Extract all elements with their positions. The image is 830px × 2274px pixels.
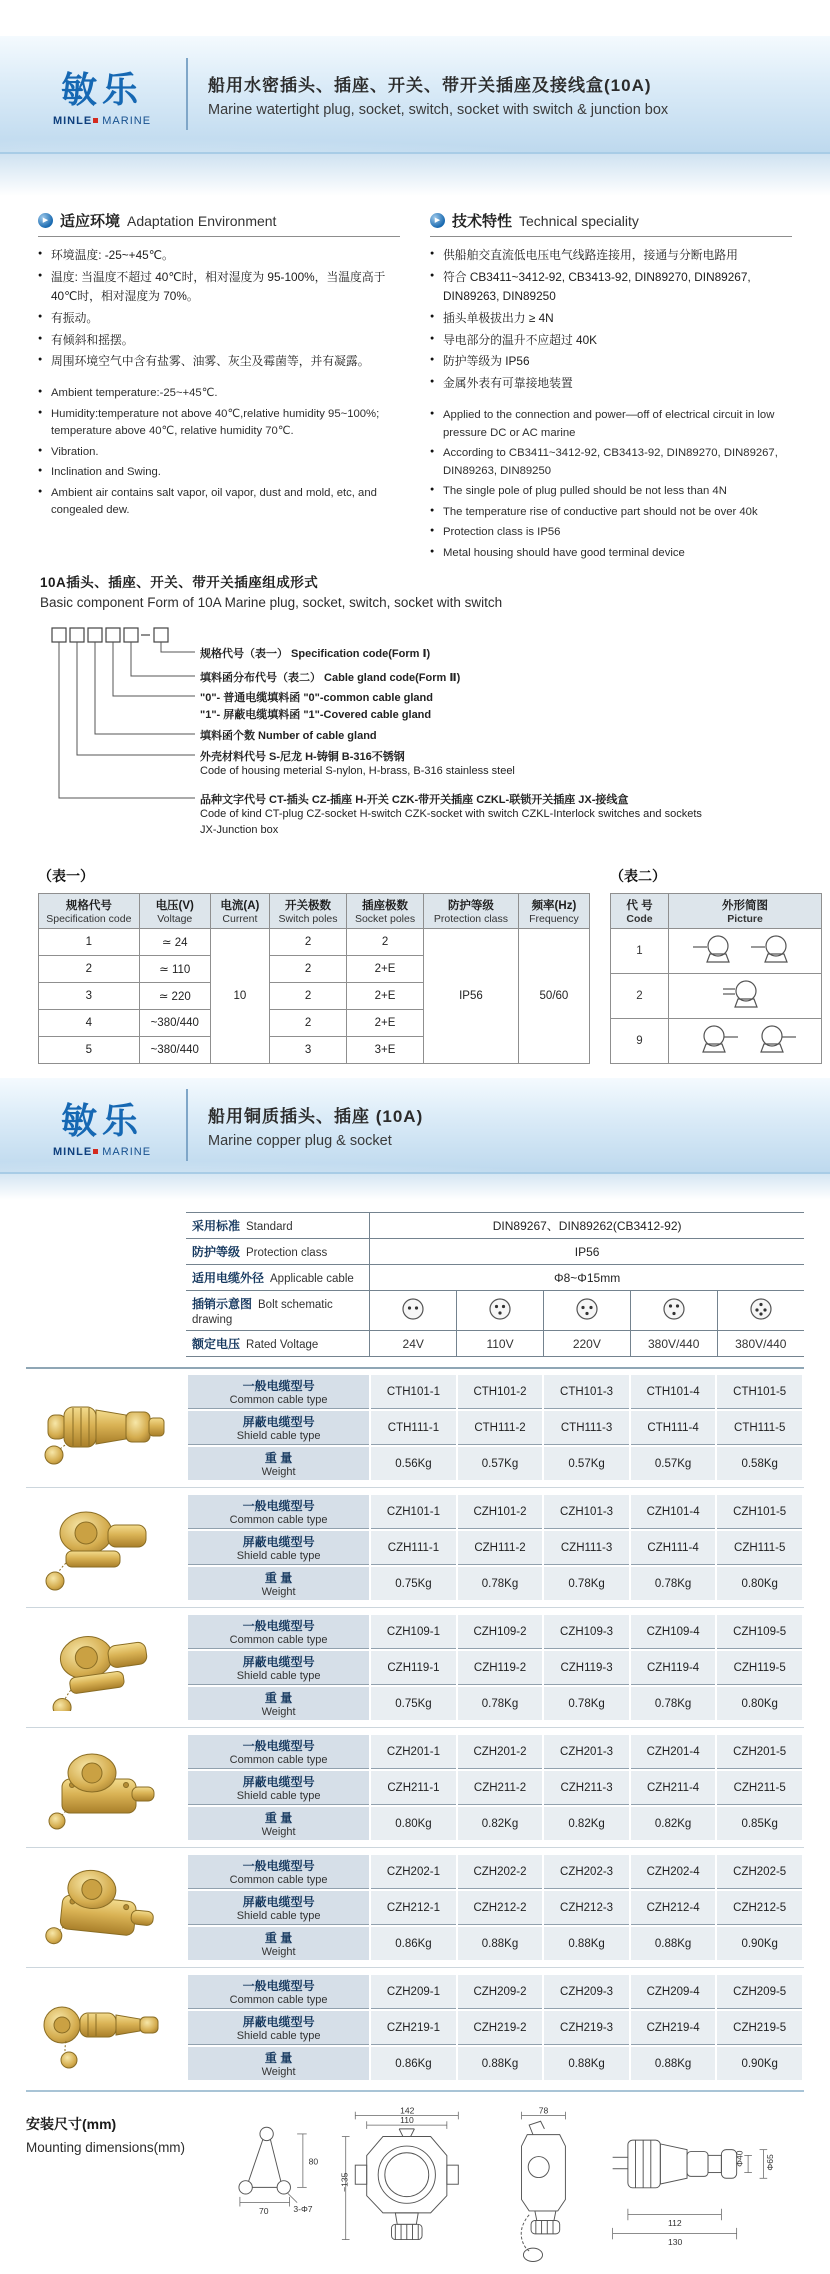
- section-rule: [26, 1367, 804, 1369]
- header-fade: [0, 154, 830, 196]
- meta-label: 适用电缆外径 Applicable cable: [186, 1265, 370, 1291]
- voltage-cell: 110V: [457, 1331, 544, 1357]
- pin-face-380v-4p-icon: [717, 1291, 804, 1331]
- row-label: 一般电缆型号 Common cable type: [188, 1615, 369, 1649]
- product-photo-socket-box: [26, 1745, 186, 1831]
- socket-front-drawing: [340, 2104, 474, 2274]
- dim-label: ~135: [339, 2172, 350, 2192]
- list-item: ● 环境温度: -25~+45℃。: [38, 246, 400, 265]
- row-label: 重 量 Weight: [188, 1567, 369, 1600]
- model-cell: CZH101-5: [717, 1495, 802, 1529]
- mounting-section: [0, 2082, 830, 2274]
- product-meta-table: [186, 1212, 804, 1357]
- weight-cell: 0.58Kg: [717, 1447, 802, 1480]
- row-label: 屏蔽电缆型号 Shield cable type: [188, 1531, 369, 1565]
- model-cell: CTH101-2: [458, 1375, 543, 1409]
- product-section: [0, 1200, 830, 2082]
- brand-marine: MARINE: [102, 1145, 152, 1158]
- code-label: 填料函分布代号（表二） Cable gland code(Form Ⅱ): [200, 672, 461, 685]
- gland-layout-1-icon: [669, 929, 822, 974]
- form1-col-header: 防护等级 Protection class: [424, 894, 519, 929]
- list-item: ● Humidity:temperature not above 40℃,relative humidity 95~100%; temperature above 40℃, relative humidity 70℃.: [38, 406, 400, 441]
- model-cell: CZH219-2: [458, 2011, 543, 2045]
- model-cell: CZH111-5: [717, 1531, 802, 1565]
- page1-title-en: Marine watertight plug, socket, switch, socket with switch & junction box: [208, 101, 669, 118]
- list-item: ● 插头单极拔出力 ≥ 4N: [430, 309, 792, 328]
- component-form-title-en: Basic component Form of 10A Marine plug, socket, switch, socket with switch: [40, 595, 503, 611]
- row-label: 屏蔽电缆型号 Shield cable type: [188, 2011, 369, 2045]
- row-label: 屏蔽电缆型号 Shield cable type: [188, 1891, 369, 1925]
- model-cell: CZH119-3: [544, 1651, 629, 1685]
- form1-cell: 2: [270, 956, 347, 983]
- mounting-title-cn: 安装尺寸(mm): [26, 2116, 117, 2133]
- model-cell: CZH212-2: [458, 1891, 543, 1925]
- model-cell: CZH119-4: [631, 1651, 716, 1685]
- meta-label: 额定电压 Rated Voltage: [186, 1331, 370, 1357]
- brand-minle: MINLE: [52, 114, 93, 127]
- model-cell: CTH111-1: [371, 1411, 456, 1445]
- model-cell: CZH212-1: [371, 1891, 456, 1925]
- brand-logo: [38, 1093, 166, 1158]
- meta-value: IP56: [370, 1239, 804, 1265]
- plug-side-drawing: [605, 2104, 786, 2264]
- form1-col-header: 电压(V) Voltage: [139, 894, 210, 929]
- weight-cell: 0.88Kg: [631, 2047, 716, 2080]
- adaptation-heading: [38, 210, 400, 237]
- form1-cell: ~380/440: [139, 1037, 210, 1064]
- model-cell: CZH202-4: [631, 1855, 716, 1889]
- weight-cell: 0.80Kg: [371, 1807, 456, 1840]
- form1-cell: 2+E: [347, 956, 424, 983]
- forms-section: [0, 846, 830, 1064]
- section-arrow-icon: ▶: [430, 213, 445, 228]
- form1-col-header: 频率(Hz) Frequency: [518, 894, 589, 929]
- model-cell: CZH101-3: [544, 1495, 629, 1529]
- form2-table: [610, 893, 822, 1064]
- meta-label: 插销示意图 Bolt schematic drawing: [186, 1291, 370, 1331]
- header-divider: [186, 58, 188, 130]
- model-cell: CZH119-1: [371, 1651, 456, 1685]
- brand-name-en: [38, 1146, 166, 1158]
- weight-cell: 0.78Kg: [631, 1687, 716, 1720]
- adaptation-list-cn: [38, 246, 400, 371]
- dim-label: 80: [308, 2156, 318, 2167]
- product-photo-socket: [26, 1505, 186, 1591]
- voltage-cell: 380V/440: [630, 1331, 717, 1357]
- hole-pattern-drawing: [217, 2104, 322, 2244]
- model-cell: CZH119-2: [458, 1651, 543, 1685]
- product-meta: [186, 1212, 804, 1357]
- adaptation-column: [38, 210, 400, 565]
- list-item: ● Vibration.: [38, 444, 400, 462]
- product-spec-table: [186, 1613, 804, 1722]
- brand-minle: MINLE: [52, 1145, 93, 1158]
- row-label: 屏蔽电缆型号 Shield cable type: [188, 1411, 369, 1445]
- group-rule: [26, 1727, 804, 1728]
- page2-title-en: Marine copper plug & socket: [208, 1132, 392, 1149]
- product-spec-table: [186, 1733, 804, 1842]
- page1-header: [0, 36, 830, 154]
- row-label: 重 量 Weight: [188, 1927, 369, 1960]
- model-cell: CZH101-1: [371, 1495, 456, 1529]
- product-group-4: [26, 1733, 804, 1842]
- weight-cell: 0.78Kg: [631, 1567, 716, 1600]
- list-item: ● Metal housing should have good terminal device: [430, 545, 792, 563]
- form2-code-cell: 1: [611, 929, 669, 974]
- list-item: ● The temperature rise of conductive part should not be over 40k: [430, 504, 792, 522]
- code-label: 品种文字代号 CT-插头 CZ-插座 H-开关 CZK-带开关插座 CZKL-联锁开关插座 JX-接线盒: [200, 794, 629, 807]
- form1-cell: 2: [270, 983, 347, 1010]
- form1-col-header: 开关极数 Switch poles: [270, 894, 347, 929]
- form1-col-header: 规格代号 Specification code: [39, 894, 140, 929]
- model-cell: CTH111-2: [458, 1411, 543, 1445]
- row-label: 一般电缆型号 Common cable type: [188, 1975, 369, 2009]
- model-cell: CZH101-4: [631, 1495, 716, 1529]
- list-item: ● Ambient air contains salt vapor, oil vapor, dust and mold, etc, and congealed dew.: [38, 485, 400, 520]
- form1-caption: （表一）: [38, 868, 94, 885]
- model-cell: CZH212-3: [544, 1891, 629, 1925]
- form1-frequency-cell: 50/60: [518, 929, 589, 1064]
- dim-label: 70: [258, 2206, 269, 2217]
- list-item: ● 温度: 当温度不超过 40℃时，相对湿度为 95-100%，当温度高于 40℃时，相对湿度为 70%。: [38, 268, 400, 306]
- pin-face-220v-icon: [543, 1291, 630, 1331]
- product-photo-socket: [26, 1625, 186, 1711]
- code-label: 外壳材料代号 S-尼龙 H-铸铜 B-316不锈钢: [200, 751, 405, 764]
- model-cell: CZH209-5: [717, 1975, 802, 2009]
- code-diagram: [40, 624, 790, 846]
- row-label: 一般电缆型号 Common cable type: [188, 1855, 369, 1889]
- weight-cell: 0.80Kg: [717, 1567, 802, 1600]
- product-group-1: [26, 1373, 804, 1482]
- meta-label: 采用标准 Standard: [186, 1213, 370, 1239]
- dim-label: 142: [399, 2105, 415, 2116]
- form1-cell: ~380/440: [139, 1010, 210, 1037]
- form1-protection-cell: IP56: [424, 929, 519, 1064]
- model-cell: CZH211-1: [371, 1771, 456, 1805]
- dim-label: 3-Φ7: [293, 2204, 313, 2215]
- form2-block: [610, 866, 822, 1064]
- model-cell: CZH212-4: [631, 1891, 716, 1925]
- model-cell: CZH109-3: [544, 1615, 629, 1649]
- adaptation-list-en: [38, 385, 400, 520]
- list-item: ● 防护等级为 IP56: [430, 352, 792, 371]
- section-arrow-icon: ▶: [38, 213, 53, 228]
- socket-side-drawing: [491, 2104, 586, 2274]
- dim-label: Φ65: [764, 2154, 775, 2171]
- product-photo-socket-box: [26, 1865, 186, 1951]
- model-cell: CZH211-3: [544, 1771, 629, 1805]
- model-cell: CZH111-2: [458, 1531, 543, 1565]
- model-cell: CZH211-4: [631, 1771, 716, 1805]
- weight-cell: 0.80Kg: [717, 1687, 802, 1720]
- form1-cell: 4: [39, 1010, 140, 1037]
- list-item: ● Ambient temperature:-25~+45℃.: [38, 385, 400, 403]
- model-cell: CTH101-3: [544, 1375, 629, 1409]
- weight-cell: 0.90Kg: [717, 1927, 802, 1960]
- model-cell: CZH219-4: [631, 2011, 716, 2045]
- component-form-title-cn: 10A插头、插座、开关、带开关插座组成形式: [40, 575, 319, 591]
- form1-cell: ≃ 24: [139, 929, 210, 956]
- dim-label: Φ40: [734, 2150, 745, 2167]
- voltage-cell: 24V: [370, 1331, 457, 1357]
- product-group-3: [26, 1613, 804, 1722]
- brand-marine: MARINE: [102, 114, 152, 127]
- voltage-cell: 220V: [543, 1331, 630, 1357]
- weight-cell: 0.75Kg: [371, 1567, 456, 1600]
- model-cell: CZH119-5: [717, 1651, 802, 1685]
- weight-cell: 0.78Kg: [544, 1687, 629, 1720]
- form2-col-header: 代 号 Code: [611, 894, 669, 929]
- product-spec-table: [186, 1853, 804, 1962]
- meta-value: Φ8~Φ15mm: [370, 1265, 804, 1291]
- model-cell: CTH111-5: [717, 1411, 802, 1445]
- weight-cell: 0.88Kg: [458, 1927, 543, 1960]
- weight-cell: 0.78Kg: [458, 1687, 543, 1720]
- adaptation-heading-en: Adaptation Environment: [127, 212, 277, 229]
- row-label: 一般电缆型号 Common cable type: [188, 1495, 369, 1529]
- model-cell: CZH209-3: [544, 1975, 629, 2009]
- mounting-title-en: Mounting dimensions(mm): [26, 2140, 186, 2156]
- form2-code-cell: 2: [611, 974, 669, 1019]
- form2-code-cell: 9: [611, 1019, 669, 1064]
- mounting-title: [26, 2104, 217, 2155]
- product-group-2: [26, 1493, 804, 1602]
- model-cell: CTH101-1: [371, 1375, 456, 1409]
- page2-title-cn: 船用铜质插头、插座 (10A): [208, 1106, 424, 1126]
- list-item: ● According to CB3411~3412-92, CB3413-92, DIN89270, DIN89267, DIN89263, DIN89250: [430, 445, 792, 480]
- row-label: 重 量 Weight: [188, 2047, 369, 2080]
- list-item: ● 供船舶交直流低电压电气线路连接用，接通与分断电路用: [430, 246, 792, 265]
- brand-logo: [38, 62, 166, 127]
- form1-cell: 1: [39, 929, 140, 956]
- form1-block: [38, 866, 590, 1064]
- form1-cell: 2: [270, 929, 347, 956]
- model-cell: CZH201-2: [458, 1735, 543, 1769]
- model-cell: CZH201-4: [631, 1735, 716, 1769]
- weight-cell: 0.88Kg: [631, 1927, 716, 1960]
- model-cell: CZH109-4: [631, 1615, 716, 1649]
- form1-cell: 3: [39, 983, 140, 1010]
- form1-cell: 2+E: [347, 983, 424, 1010]
- model-cell: CTH101-4: [631, 1375, 716, 1409]
- code-label: JX-Junction box: [200, 824, 279, 837]
- pin-face-110v-icon: [457, 1291, 544, 1331]
- header-divider: [186, 1089, 188, 1161]
- model-cell: CZH202-2: [458, 1855, 543, 1889]
- model-cell: CZH219-3: [544, 2011, 629, 2045]
- row-label: 重 量 Weight: [188, 1447, 369, 1480]
- list-item: ● 金属外表有可靠接地装置: [430, 374, 792, 393]
- code-label: Code of housing meterial S-nylon, H-brass, B-316 stainless steel: [200, 765, 515, 778]
- model-cell: CZH111-3: [544, 1531, 629, 1565]
- form1-col-header: 电流(A) Current: [210, 894, 269, 929]
- form2-col-header: 外形简图 Picture: [669, 894, 822, 929]
- model-cell: CZH219-5: [717, 2011, 802, 2045]
- weight-cell: 0.88Kg: [544, 2047, 629, 2080]
- model-cell: CZH209-4: [631, 1975, 716, 2009]
- list-item: ● 符合 CB3411~3412-92, CB3413-92, DIN89270, DIN89267, DIN89263, DIN89250: [430, 268, 792, 306]
- technical-column: [430, 210, 792, 565]
- form1-cell: ≃ 220: [139, 983, 210, 1010]
- dim-label: 110: [399, 2115, 414, 2126]
- product-spec-table: [186, 1373, 804, 1482]
- form1-table: [38, 893, 590, 1064]
- meta-label: 防护等级 Protection class: [186, 1239, 370, 1265]
- header-fade: [0, 1174, 830, 1200]
- weight-cell: 0.88Kg: [458, 2047, 543, 2080]
- brand-name-en: [38, 115, 166, 127]
- dim-label: 112: [667, 2218, 682, 2229]
- list-item: ● 有振动。: [38, 309, 400, 328]
- weight-cell: 0.78Kg: [458, 1567, 543, 1600]
- weight-cell: 0.88Kg: [544, 1927, 629, 1960]
- voltage-cell: 380V/440: [717, 1331, 804, 1357]
- code-label: 规格代号（表一） Specification code(Form Ⅰ): [200, 648, 431, 661]
- product-photo-plug: [26, 1385, 186, 1471]
- weight-cell: 0.82Kg: [458, 1807, 543, 1840]
- dim-label: 78: [539, 2105, 549, 2116]
- model-cell: CTH101-5: [717, 1375, 802, 1409]
- pin-face-24v-icon: [370, 1291, 457, 1331]
- brand-name-cn: 敏乐: [60, 68, 143, 110]
- weight-cell: 0.56Kg: [371, 1447, 456, 1480]
- model-cell: CZH219-1: [371, 2011, 456, 2045]
- list-item: ● The single pole of plug pulled should be not less than 4N: [430, 483, 792, 501]
- dim-label: 130: [667, 2237, 683, 2248]
- technical-heading-en: Technical speciality: [519, 212, 639, 229]
- pin-face-380v-icon: [630, 1291, 717, 1331]
- weight-cell: 0.75Kg: [371, 1687, 456, 1720]
- model-cell: CZH111-4: [631, 1531, 716, 1565]
- model-cell: CTH111-4: [631, 1411, 716, 1445]
- weight-cell: 0.86Kg: [371, 2047, 456, 2080]
- model-cell: CZH201-5: [717, 1735, 802, 1769]
- product-group-6: [26, 1973, 804, 2082]
- spec-columns: [0, 196, 830, 565]
- technical-list-cn: [430, 246, 792, 393]
- model-cell: CZH109-5: [717, 1615, 802, 1649]
- group-rule: [26, 1607, 804, 1608]
- list-item: ● 有倾斜和摇摆。: [38, 331, 400, 350]
- model-cell: CZH202-1: [371, 1855, 456, 1889]
- group-rule: [26, 1967, 804, 1968]
- form1-cell: 2: [39, 956, 140, 983]
- row-label: 一般电缆型号 Common cable type: [188, 1375, 369, 1409]
- product-group-5: [26, 1853, 804, 1962]
- model-cell: CZH212-5: [717, 1891, 802, 1925]
- row-label: 一般电缆型号 Common cable type: [188, 1735, 369, 1769]
- brand-red-mark-icon: [93, 118, 98, 123]
- weight-cell: 0.78Kg: [544, 1567, 629, 1600]
- list-item: ● 导电部分的温升不应超过 40K: [430, 331, 792, 350]
- group-rule: [26, 1847, 804, 1848]
- form1-cell: 3+E: [347, 1037, 424, 1064]
- model-cell: CZH101-2: [458, 1495, 543, 1529]
- form1-cell: 2: [270, 1010, 347, 1037]
- model-cell: CZH201-3: [544, 1735, 629, 1769]
- brand-red-mark-icon: [93, 1149, 98, 1154]
- model-cell: CZH211-5: [717, 1771, 802, 1805]
- weight-cell: 0.86Kg: [371, 1927, 456, 1960]
- gland-layout-9-icon: [669, 1019, 822, 1064]
- technical-list-en: [430, 407, 792, 562]
- model-cell: CZH202-5: [717, 1855, 802, 1889]
- list-item: ● Protection class is IP56: [430, 524, 792, 542]
- technical-heading-cn: 技术特性: [452, 213, 513, 230]
- form2-caption: （表二）: [610, 868, 666, 885]
- model-cell: CZH201-1: [371, 1735, 456, 1769]
- weight-cell: 0.57Kg: [544, 1447, 629, 1480]
- weight-cell: 0.82Kg: [544, 1807, 629, 1840]
- code-label: Code of kind CT-plug CZ-socket H-switch CZK-socket with switch CZKL-Interlock switches and sockets: [200, 808, 702, 821]
- code-label: 填料函个数 Number of cable gland: [200, 730, 377, 743]
- brand-name-cn: 敏乐: [60, 1099, 143, 1141]
- product-photo-socket-plug-pair: [26, 1985, 186, 2071]
- model-cell: CZH202-3: [544, 1855, 629, 1889]
- weight-cell: 0.57Kg: [458, 1447, 543, 1480]
- form1-cell: ≃ 110: [139, 956, 210, 983]
- model-cell: CZH209-2: [458, 1975, 543, 2009]
- code-label: "1"- 屏蔽电缆填料函 "1"-Covered cable gland: [200, 709, 432, 722]
- model-cell: CZH109-1: [371, 1615, 456, 1649]
- group-rule: [26, 1487, 804, 1488]
- model-cell: CTH111-3: [544, 1411, 629, 1445]
- list-item: ● Inclination and Swing.: [38, 464, 400, 482]
- model-cell: CZH109-2: [458, 1615, 543, 1649]
- weight-cell: 0.82Kg: [631, 1807, 716, 1840]
- adaptation-heading-cn: 适应环境: [60, 213, 121, 230]
- form1-cell: 2+E: [347, 1010, 424, 1037]
- list-item: ● Applied to the connection and power—off of electrical circuit in low pressure DC or AC marine: [430, 407, 792, 442]
- row-label: 屏蔽电缆型号 Shield cable type: [188, 1651, 369, 1685]
- page2-header: [0, 1078, 830, 1174]
- component-form-section: [0, 565, 830, 846]
- form1-cell: 3: [270, 1037, 347, 1064]
- meta-value: DIN89267、DIN89262(CB3412-92): [370, 1213, 804, 1239]
- product-spec-table: [186, 1493, 804, 1602]
- model-cell: CZH211-2: [458, 1771, 543, 1805]
- weight-cell: 0.85Kg: [717, 1807, 802, 1840]
- technical-heading: [430, 210, 792, 237]
- row-label: 重 量 Weight: [188, 1807, 369, 1840]
- row-label: 屏蔽电缆型号 Shield cable type: [188, 1771, 369, 1805]
- model-cell: CZH111-1: [371, 1531, 456, 1565]
- weight-cell: 0.90Kg: [717, 2047, 802, 2080]
- list-item: ● 周围环境空气中含有盐雾、油雾、灰尘及霉菌等，并有凝露。: [38, 352, 400, 371]
- code-label: "0"- 普通电缆填料函 "0"-common cable gland: [200, 692, 433, 705]
- form1-cell: 5: [39, 1037, 140, 1064]
- section-rule: [26, 2090, 804, 2092]
- row-label: 重 量 Weight: [188, 1687, 369, 1720]
- weight-cell: 0.57Kg: [631, 1447, 716, 1480]
- page1-title-cn: 船用水密插头、插座、开关、带开关插座及接线盒(10A): [208, 75, 652, 95]
- form1-cell: 2: [347, 929, 424, 956]
- model-cell: CZH209-1: [371, 1975, 456, 2009]
- product-spec-table: [186, 1973, 804, 2082]
- form1-col-header: 插座极数 Socket poles: [347, 894, 424, 929]
- gland-layout-2-icon: [669, 974, 822, 1019]
- form1-current-cell: 10: [210, 929, 269, 1064]
